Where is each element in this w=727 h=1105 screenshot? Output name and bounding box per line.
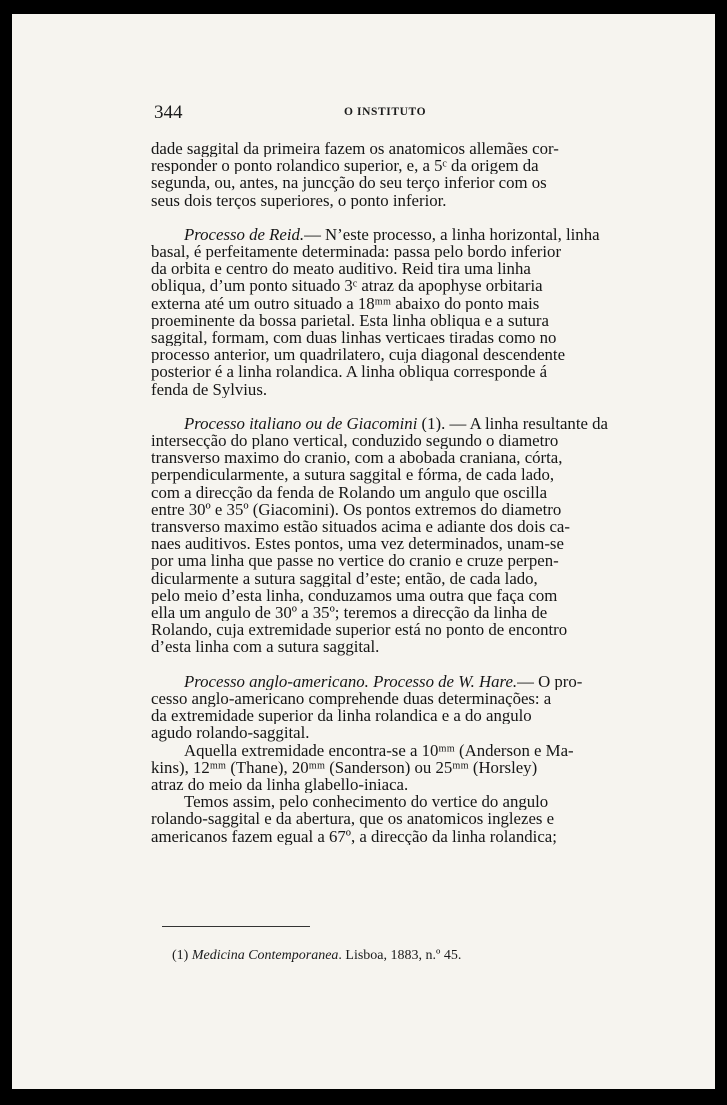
footnote-title: Medicina Contemporanea xyxy=(191,948,339,963)
text-line: pelo meio d’esta linha, conduzamos uma outra que faça com xyxy=(151,586,558,605)
text-line: entre 30º e 35º (Giacomini). Os pontos extremos do diametro xyxy=(151,500,562,519)
text-line: agudo rolando-saggital. xyxy=(151,724,310,742)
page-number: 344 xyxy=(154,102,183,123)
text-line: com a direcção da fenda de Rolando um angulo que oscilla xyxy=(151,483,548,501)
body-text xyxy=(151,140,625,845)
paragraph-continuation xyxy=(151,140,625,209)
text-line xyxy=(151,226,625,243)
paragraph-reid xyxy=(151,226,625,398)
section-heading-anglo-americano: Processo anglo-americano. Processo de W. Hare. xyxy=(184,672,518,690)
text-line xyxy=(151,673,625,690)
text-line: perpendicularmente, a sutura saggital e fórma, de cada lado, xyxy=(151,466,555,484)
text-line: Temos assim, pelo conhecimento do vertice do angulo xyxy=(184,793,549,811)
footnote-rest: . Lisboa, 1883, n.º 45. xyxy=(338,948,462,963)
section-heading-reid: Processo de Reid. xyxy=(184,225,305,244)
section-heading-giacomini: Processo italiano ou de Giacomini xyxy=(184,414,418,433)
text-line: processo anterior, um quadrilatero, cuja diagonal descendente xyxy=(151,346,566,364)
running-title: O INSTITUTO xyxy=(344,106,427,118)
text-line: rolando-saggital e da abertura, que os anatomicos inglezes e xyxy=(151,810,555,828)
text-line: da extremidade superior da linha rolandica e a do angulo xyxy=(151,707,532,725)
text-line: atraz do meio da linha glabello-iniaca. xyxy=(151,775,409,794)
text-line: transverso maximo estão situados acima e adiante dos dois ca- xyxy=(151,518,570,536)
text-line: intersecção do plano vertical, conduzido segundo o diametro xyxy=(151,432,559,450)
paragraph-temos-assim xyxy=(151,793,625,845)
page-header xyxy=(154,102,494,128)
text-line: Aquella extremidade encontra-se a 10ᵐᵐ (Anderson e Ma- xyxy=(184,741,574,759)
text-line: ella um angulo de 30º a 35º; teremos a direcção da linha de xyxy=(151,604,548,622)
text-line: d’esta linha com a sutura saggital. xyxy=(151,638,380,656)
text-line: segunda, ou, antes, na juncção do seu terço inferior com os xyxy=(151,174,547,192)
text-line: fenda de Sylvius. xyxy=(151,380,268,398)
text-line: posterior é a linha rolandica. A linha obliqua corresponde á xyxy=(151,363,548,381)
footnote xyxy=(172,948,461,964)
text-fragment: — O pro- xyxy=(517,672,583,690)
text-line: obliqua, d’um ponto situado 3ᶜ atraz da apophyse orbitaria xyxy=(151,277,543,295)
paragraph-anglo-americano xyxy=(151,673,625,742)
text-line: Rolando, cuja extremidade superior está no ponto de encontro xyxy=(151,621,568,639)
text-line xyxy=(151,415,625,432)
text-line: dicularmente a sutura saggital d’este; então, de cada lado, xyxy=(151,569,538,587)
footnote-marker: (1) xyxy=(172,948,189,963)
text-line: da orbita e centro do meato auditivo. Reid tira uma linha xyxy=(151,260,531,278)
book-page xyxy=(12,14,715,1089)
text-line: saggital, formam, com duas linhas verticaes tiradas como no xyxy=(151,329,557,347)
text-line: naes auditivos. Estes pontos, uma vez determinados, unam-se xyxy=(151,535,564,553)
text-fragment: — N’este processo, a linha horizontal, linha xyxy=(304,225,600,244)
text-line: externa até um outro situado a 18ᵐᵐ abaixo do ponto mais xyxy=(151,294,540,312)
text-line: kins), 12ᵐᵐ (Thane), 20ᵐᵐ (Sanderson) ou 25ᵐᵐ (Horsley) xyxy=(151,758,538,776)
text-line: americanos fazem egual a 67º, a direcção da linha rolandica; xyxy=(151,827,557,845)
text-line: proeminente da bossa parietal. Esta linha obliqua e a sutura xyxy=(151,311,549,330)
paragraph-giacomini xyxy=(151,415,625,656)
text-line: cesso anglo-americano comprehende duas determinações: a xyxy=(151,689,552,708)
text-line: dade saggital da primeira fazem os anatomicos allemães cor- xyxy=(151,140,559,158)
text-fragment: (1). — A linha resultante da xyxy=(417,414,608,433)
text-line: transverso maximo do cranio, com a abobada craniana, córta, xyxy=(151,449,563,467)
footnote-rule xyxy=(162,926,310,927)
text-line: basal, é perfeitamente determinada: passa pelo bordo inferior xyxy=(151,243,562,261)
text-line: seus dois terços superiores, o ponto inferior. xyxy=(151,191,447,209)
paragraph-extremidade xyxy=(151,742,625,794)
text-line: por uma linha que passe no vertice do cranio e cruze perpen- xyxy=(151,552,559,570)
text-line: responder o ponto rolandico superior, e, a 5ᶜ da origem da xyxy=(151,157,539,175)
